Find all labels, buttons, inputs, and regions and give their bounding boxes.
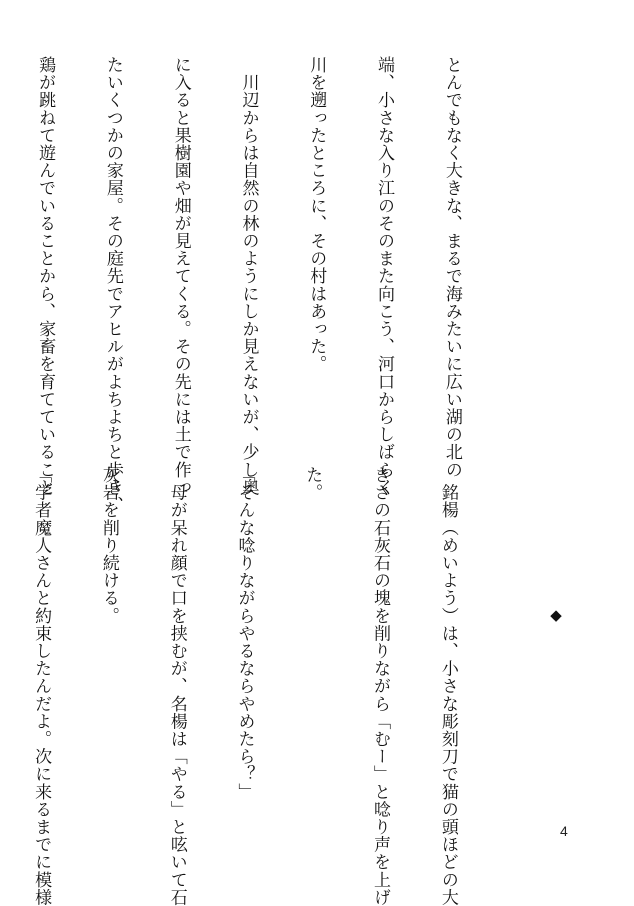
page-number: 4 xyxy=(560,823,568,839)
text-line: 鶏が跳ねて遊んでいることから、家畜を育てていること xyxy=(35,56,56,496)
text-line: た。 xyxy=(302,466,323,502)
section-diamond-icon: ◆ xyxy=(550,606,562,624)
text-line: 川辺からは自然の林のようにしか見えないが、少し奥 xyxy=(238,56,259,496)
text-line: きさの石灰石の塊を削りながら「むー」と唸り声を上げ xyxy=(370,466,391,906)
text-line: 「そんな唸りながらやるならやめたら？」 xyxy=(234,466,255,801)
text-line: 母が呆れ顔で口を挟むが、名楊は「やる」と呟いて石 xyxy=(166,466,187,906)
text-line: たいくつかの家屋。その庭先でアヒルがよちよちと歩き、 xyxy=(102,56,123,514)
text-line: 灰岩を削り続ける。 xyxy=(98,466,119,625)
text-line: 銘楊（めいよう）は、小さな彫刻刀で猫の頭ほどの大 xyxy=(437,466,458,906)
text-line: 「学者魔人さんと約束したんだよ。次に来るまでに模様 xyxy=(31,466,52,906)
text-line: とんでもなく大きな、まるで海みたいに広い湖の北の xyxy=(441,56,462,479)
text-line: 端、小さな入り江のそのまた向こう、河口からしばらく xyxy=(374,56,395,496)
text-line: 川を遡ったところに、その村はあった。 xyxy=(306,56,327,373)
story-text-block xyxy=(0,466,504,906)
intro-text-block xyxy=(0,56,508,514)
text-line: に入ると果樹園や畑が見えてくる。その先には土で作っ xyxy=(170,56,191,496)
